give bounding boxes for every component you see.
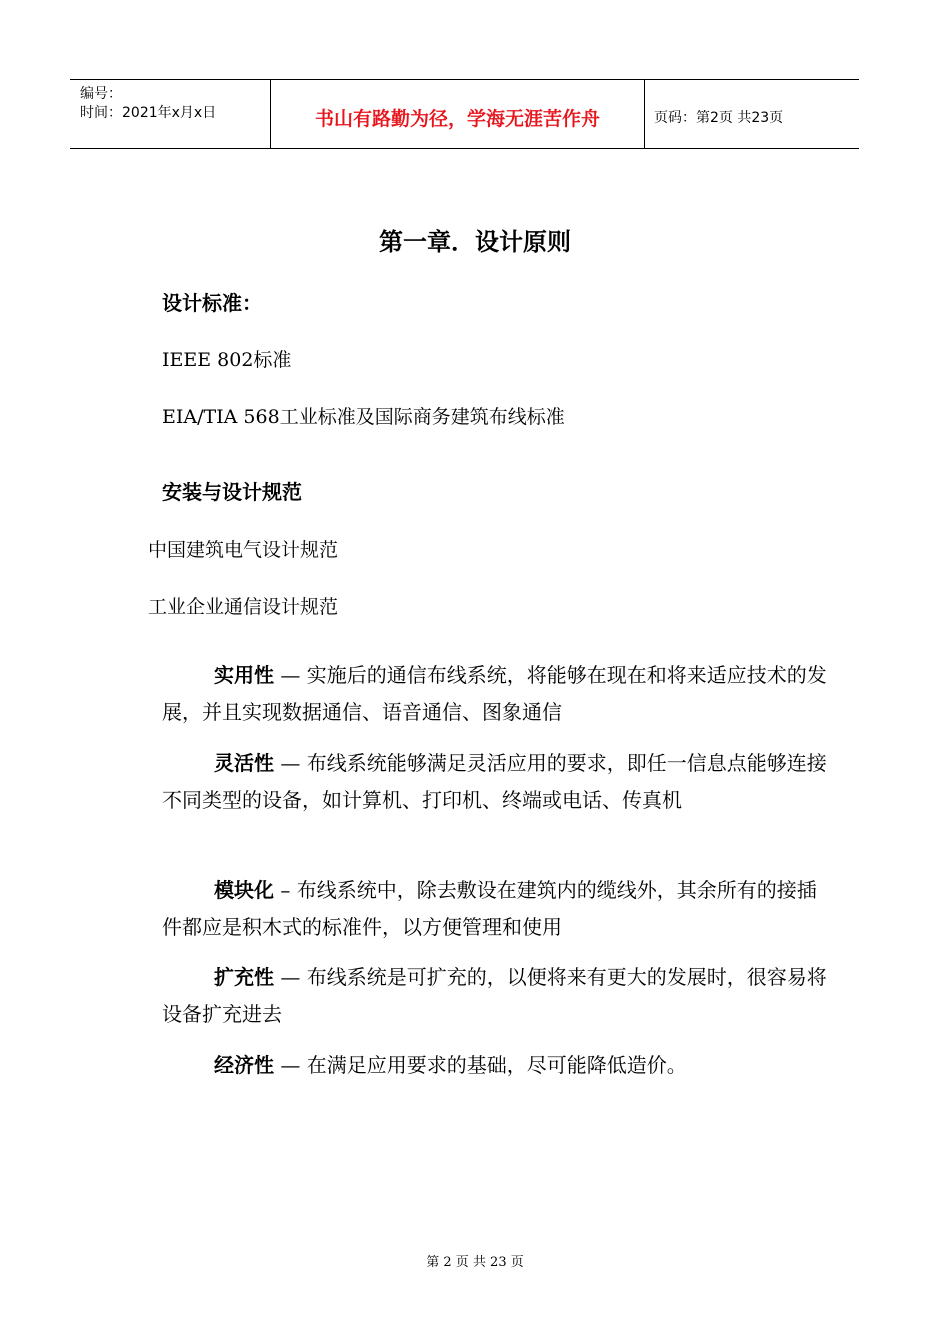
principle-dash: — bbox=[274, 965, 307, 989]
principle-text: 在满足应用要求的基础，尽可能降低造价。 bbox=[306, 1053, 687, 1077]
specs-heading: 安装与设计规范 bbox=[162, 480, 302, 504]
page-header bbox=[70, 79, 859, 149]
principle-dash: — bbox=[274, 751, 307, 775]
principle-paragraph bbox=[162, 1047, 832, 1084]
principle-text: 实施后的通信布线系统，将能够在现在和将来适应技术的发展，并且实现数据通信、语音通信、图象通信 bbox=[162, 663, 827, 724]
chapter-title: 第一章．设计原则 bbox=[379, 228, 571, 256]
header-motto: 书山有路勤为径，学海无涯苦作舟 bbox=[314, 108, 600, 130]
principle-dash: – bbox=[274, 878, 297, 902]
principle-dash: — bbox=[274, 663, 307, 687]
principle-text: 布线系统是可扩充的，以便将来有更大的发展时，很容易将设备扩充进去 bbox=[162, 965, 827, 1026]
principle-term: 经济性 bbox=[214, 1053, 274, 1077]
standard-item: IEEE 802标准 bbox=[162, 349, 292, 371]
header-page-code: 页码：第2页 共23页 bbox=[654, 110, 784, 126]
principle-term: 模块化 bbox=[214, 878, 274, 902]
header-page-cell bbox=[644, 80, 859, 148]
principle-term: 扩充性 bbox=[214, 965, 274, 989]
principle-paragraph bbox=[162, 872, 832, 946]
principle-paragraph bbox=[162, 959, 832, 1033]
page-footer: 第 2 页 共 23 页 bbox=[426, 1255, 524, 1270]
principle-term: 灵活性 bbox=[214, 751, 274, 775]
header-motto-cell bbox=[270, 80, 645, 148]
principle-term: 实用性 bbox=[214, 663, 274, 687]
standards-heading: 设计标准： bbox=[162, 291, 262, 315]
principle-paragraph bbox=[162, 657, 832, 731]
principle-text: 布线系统中，除去敷设在建筑内的缆线外，其余所有的接插件都应是积木式的标准件，以方便管理和使用 bbox=[162, 878, 817, 939]
document-number-label: 编号： bbox=[80, 86, 122, 102]
principle-dash: — bbox=[274, 1053, 307, 1077]
spec-item: 中国建筑电气设计规范 bbox=[148, 539, 339, 561]
principle-text: 布线系统能够满足灵活应用的要求，即任一信息点能够连接不同类型的设备，如计算机、打印机、终端或电话、传真机 bbox=[162, 751, 827, 812]
document-time-label: 时间：2021年x月x日 bbox=[80, 105, 217, 121]
header-meta-cell bbox=[70, 80, 270, 148]
principle-paragraph bbox=[162, 745, 832, 819]
standard-item: EIA/TIA 568工业标准及国际商务建筑布线标准 bbox=[162, 406, 565, 428]
spec-item: 工业企业通信设计规范 bbox=[148, 596, 339, 618]
